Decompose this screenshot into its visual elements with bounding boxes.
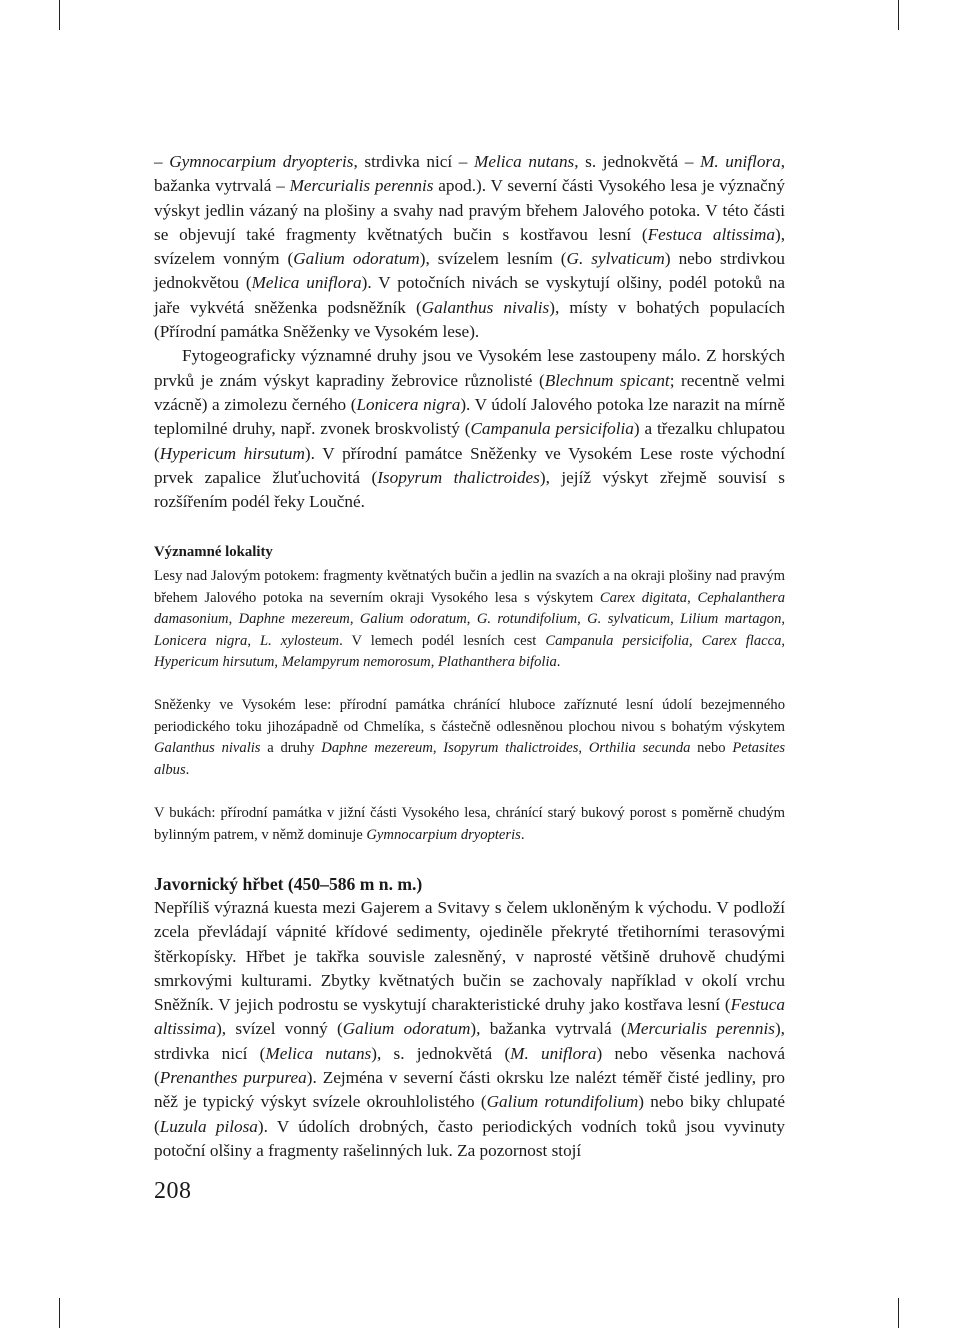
species-name: Galanthus nivalis [421, 297, 550, 317]
text-run: – [154, 152, 170, 171]
species-name: Lilium martagon [680, 611, 782, 628]
crop-mark-top-right [898, 0, 899, 30]
text-run: ), místy v bohatých populacích (Přírodní památka Sněženky ve Vysokém lese). [154, 297, 786, 342]
species-name: Blechnum spicant [544, 370, 670, 390]
text-run: Fytogeograficky významné druhy jsou ve Vysokém lese zastoupeny málo. Z horských prvků je znám výskyt kapradiny žebrovice různolisté ( [154, 346, 785, 390]
species-name: Gymnocarpium dryopteris [169, 152, 354, 171]
text-run: ) nebo biky chlupaté ( [154, 1092, 785, 1136]
heading-javornicky-hrbet: Javornický hřbet (450–586 m n. m.) [154, 873, 423, 894]
text-run: , [430, 654, 439, 671]
species-name: Festuca altissima [647, 224, 775, 244]
species-name: Cephalanthera damasonium [154, 589, 785, 628]
species-name: Campanula persicifolia [470, 419, 634, 439]
species-name: Petasites albus [154, 740, 786, 778]
heading-localities: Významné lokality [154, 544, 273, 561]
locality-snezenky [154, 695, 785, 781]
text-run: ), s. jednokvětá ( [371, 1043, 511, 1063]
text-run: , strdivka nicí – [353, 152, 475, 171]
species-name: Melica uniflora [251, 273, 362, 293]
text-run: ), strdivka nicí ( [154, 1019, 785, 1063]
paragraph-javornicky [154, 896, 785, 1163]
text-run: , [349, 611, 360, 628]
species-name: L. xylosteum [259, 632, 340, 649]
species-name: Mercurialis perennis [289, 176, 434, 196]
species-name: Melica nutans [474, 152, 575, 171]
text-run: ). V přírodní památce Sněženky ve Vysokém Lese roste východní prvek zapalice žluťuchovitá ( [154, 443, 785, 487]
text-run: , [781, 632, 786, 649]
text-run: , [688, 632, 702, 649]
species-name: Isopyrum thalictroides [443, 740, 579, 757]
page-number: 208 [154, 1178, 192, 1204]
species-name: Hypericum hirsutum [154, 654, 275, 671]
text-run: , [432, 740, 444, 757]
text-run: , [781, 611, 786, 628]
text-run: ). V údolích drobných, často periodických vodních toků jsou vyvinuty potoční olšiny a fragmenty rašelinných luk. Za pozornost stojí [154, 1116, 785, 1160]
species-name: G. rotundifolium [476, 611, 578, 628]
species-name: G. sylvaticum [587, 611, 671, 628]
species-name: M. uniflora [700, 152, 781, 171]
species-name: Prenanthes purpurea [159, 1068, 307, 1087]
species-name: Carex digitata [599, 589, 688, 606]
text-run: , bažanka vytrvalá – [154, 152, 785, 196]
page-body [154, 150, 785, 1163]
text-run: , [687, 589, 698, 606]
text-run: , [578, 740, 589, 757]
text-run: ) nebo věsenka nachová ( [154, 1043, 785, 1087]
text-run: . [556, 654, 561, 671]
text-run: ). V potočních nivách se vyskytují olšiny, podél potoků na jaře vykvétá sněženka podsněžník ( [154, 273, 785, 317]
text-run: ), svízelem vonným ( [154, 224, 785, 269]
text-run: ), bažanka vytrvalá ( [470, 1019, 627, 1039]
text-run: , [466, 611, 477, 628]
species-name: Mercurialis perennis [626, 1019, 775, 1039]
species-name: Galium odoratum [359, 611, 467, 628]
species-name: Orthilia secunda [588, 740, 691, 757]
text-run: a druhy [260, 740, 322, 757]
text-run: ) a třezalku chlupatou ( [154, 419, 785, 463]
text-run: . V lemech podél lesních cest [339, 632, 546, 649]
text-run: , [274, 654, 282, 671]
species-name: Daphne mezereum [321, 740, 433, 757]
crop-mark-bottom-right [898, 1298, 899, 1328]
species-name: Melampyrum nemorosum [281, 654, 431, 671]
species-name: Melica nutans [265, 1043, 372, 1063]
text-run: . [520, 826, 525, 843]
crop-mark-bottom-left [59, 1298, 60, 1328]
text-run: ), jejíž výskyt zřejmě souvisí s rozšířením podél řeky Loučné. [154, 467, 785, 512]
text-run: Sněženky ve Vysokém lese: přírodní památka chránící hluboce zaříznuté lesní údolí bezejmenného periodického toku jihozápadně od Chmelíka, s částečně odlesněnou plochou nivou s bohatým výskytem [154, 697, 785, 735]
text-run: nebo [690, 740, 733, 757]
text-run: V bukách: přírodní památka v jižní části Vysokého lesa, chránící starý bukový porost s poměrně chudým bylinným patrem, v němž dominuje [154, 805, 785, 843]
paragraph-phytogeography [154, 344, 785, 514]
text-run: Nepříliš výrazná kuesta mezi Gajerem a Svitavy s čelem ukloněným k východu. V podloží zcela převládají vápnité křídové sedimenty, ojediněle překryté třetihorními terasovými štěrkopísky. Hřbet je takřka souvisle zalesněný, v naprosté většině druhově chudými smrkovými kulturami. Zbytky květnatých bučin se zachovaly například v okolí vrchu Sněžník. V jejich podrostu se vyskytují charakteristické druhy jako kostřava lesní ( [154, 897, 785, 1015]
species-name: Festuca altissima [154, 995, 785, 1039]
text-run: ) nebo strdivkou jednokvětou ( [154, 249, 785, 293]
text-run: ; recentně velmi vzácně) a zimolezu černého ( [154, 370, 785, 414]
text-run: ). Zejména v severní části okrsku lze nalézt téměř čisté jedliny, pro něž je typický výskyt svízele okrouhlolistého ( [154, 1068, 785, 1112]
species-name: Gymnocarpium dryopteris [366, 826, 521, 843]
species-name: Galium rotundifolium [486, 1092, 639, 1112]
species-name: Lonicera nigra [154, 632, 248, 649]
species-name: Daphne mezereum [238, 611, 350, 628]
species-name: Luzula pilosa [159, 1116, 258, 1136]
text-run: . [185, 761, 190, 778]
crop-mark-top-left [59, 0, 60, 30]
species-name: Galanthus nivalis [154, 740, 261, 757]
species-name: Lonicera nigra [356, 394, 461, 414]
species-name: M. uniflora [510, 1043, 597, 1063]
text-run: , [670, 611, 681, 628]
species-name: Hypericum hirsutum [159, 443, 305, 463]
text-run: Lesy nad Jalovým potokem: fragmenty květnatých bučin a jedlin na svazích a na okraji plošiny nad pravým břehem Jalového potoka na severním okraji Vysokého lesa s výskytem [154, 568, 785, 606]
species-name: Campanula persicifolia [545, 632, 689, 649]
text-run: , [247, 632, 260, 649]
locality-v-bukach [154, 803, 785, 846]
species-name: G. sylvaticum [566, 249, 665, 269]
paragraph-intro [154, 150, 785, 344]
text-run: apod.). V severní části Vysokého lesa je význačný výskyt jedlin vázaný na plošiny a svahy nad pravým břehem Jalového potoka. V této části se objevují také fragmenty květnatých bučin s kostřavou lesní ( [154, 176, 785, 244]
text-run: ), svízel vonný ( [216, 1019, 343, 1039]
species-name: Carex flacca [701, 632, 782, 649]
species-name: Isopyrum thalictroides [377, 467, 540, 487]
text-run: , s. jednokvětá – [574, 152, 701, 171]
species-name: Plathanthera bifolia [438, 654, 557, 671]
text-run: , [577, 611, 588, 628]
text-run: ), svízelem lesním ( [419, 249, 567, 269]
text-run: ). V údolí Jalového potoka lze narazit na mírně teplomilné druhy, např. zvonek broskvolistý ( [154, 394, 785, 439]
text-run: , [228, 611, 239, 628]
locality-jalovy-potok [154, 566, 785, 673]
species-name: Galium odoratum [342, 1019, 471, 1039]
species-name: Galium odoratum [293, 249, 420, 269]
